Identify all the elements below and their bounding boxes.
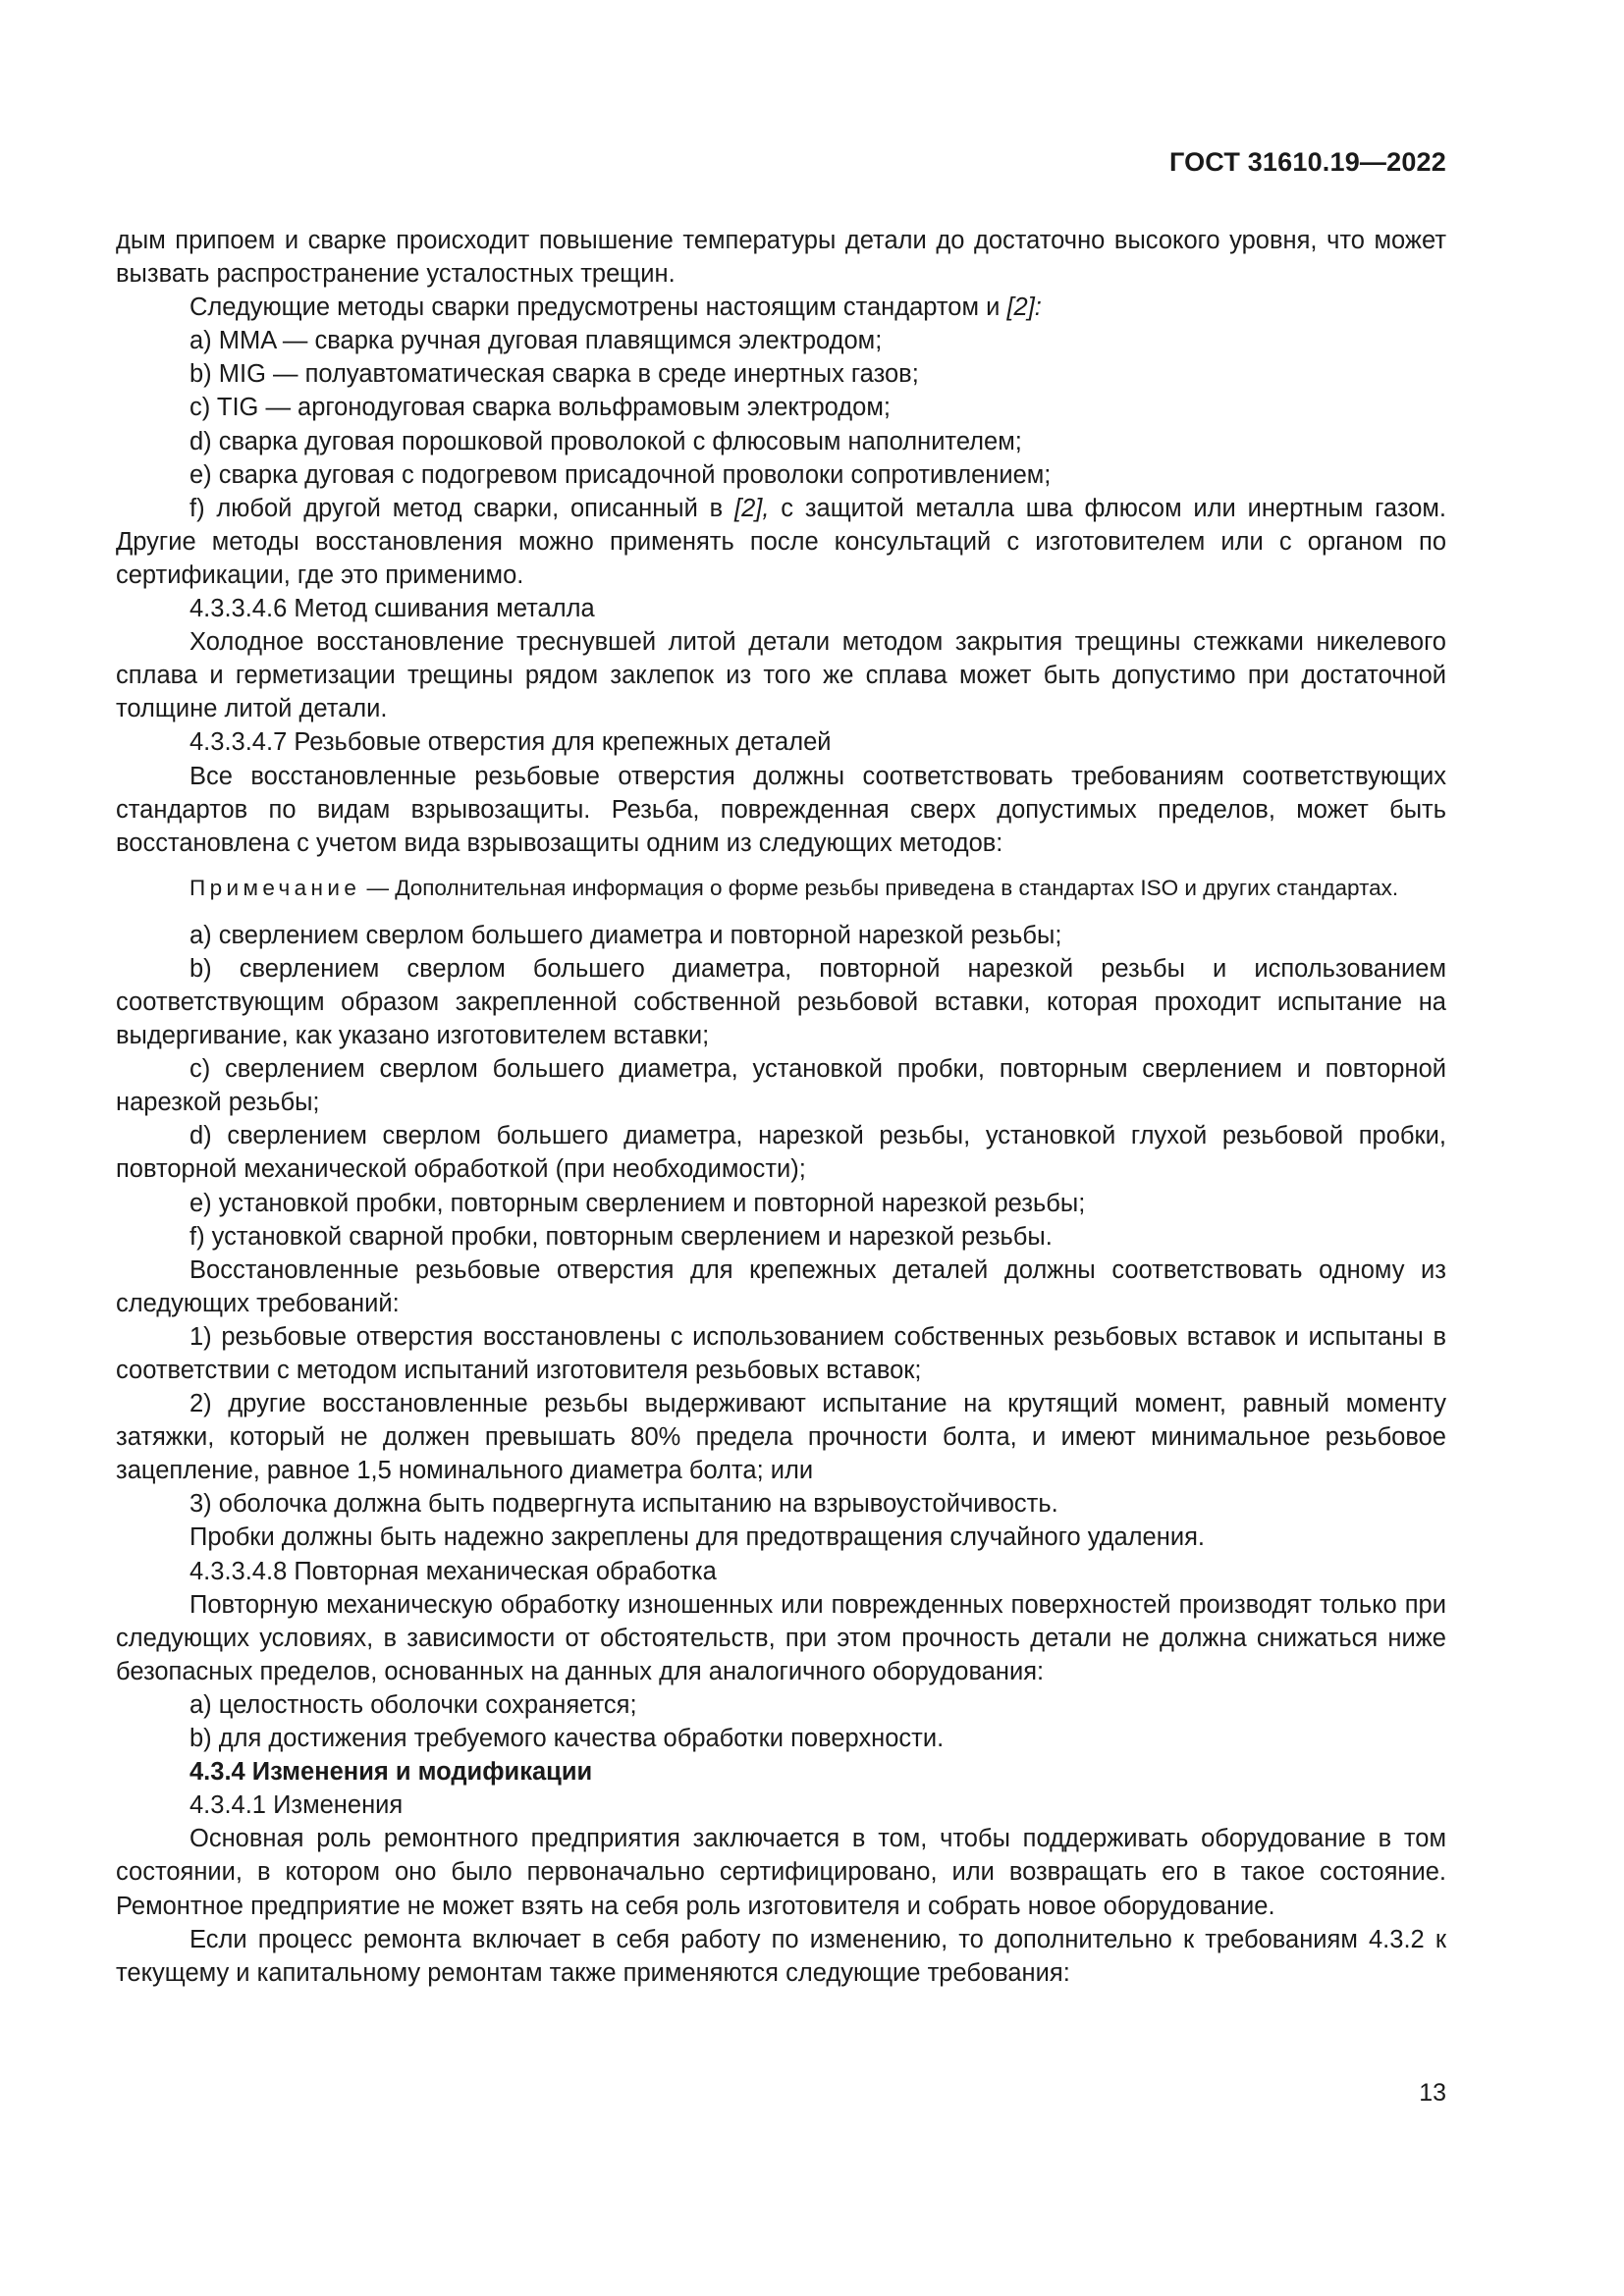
paragraph: Если процесс ремонта включает в себя работу по изменению, то дополнительно к требованиям 4.3.2 к текущему и капитальному ремонтам также применяются следующие требования: [116, 1925, 1446, 1987]
list-item: d) сварка дуговая порошковой проволокой с флюсовым наполнителем; [189, 427, 1022, 455]
list-item: a) целостность оболочки сохраняется; [189, 1690, 637, 1719]
note-label: Примечание [189, 875, 361, 900]
list-item: 3) оболочка должна быть подвергнута испытанию на взрывоустойчивость. [189, 1490, 1058, 1519]
section-heading: 4.3.4.1 Изменения [189, 1791, 404, 1820]
section-heading: 4.3.3.4.6 Метод сшивания металла [189, 595, 595, 623]
paragraph: Все восстановленные резьбовые отверстия должны соответствовать требованиям соответствующих стандартов по видам взрывозащиты. Резьба, поврежденная сверх допустимых пределов, может быть восстановлена с учетом вида взрывозащиты одним из следующих методов: [116, 762, 1446, 857]
section-heading: 4.3.3.4.7 Резьбовые отверстия для крепежных деталей [189, 728, 832, 757]
list-item: d) сверлением сверлом большего диаметра, нарезкой резьбы, установкой глухой резьбовой пробки, повторной механической обработкой (при необходимости); [116, 1122, 1446, 1184]
reference-link: [2]: [1006, 294, 1042, 322]
list-item: e) сварка дуговая с подогревом присадочной проволоки сопротивлением; [189, 460, 1052, 489]
document-header: ГОСТ 31610.19—2022 [1168, 147, 1446, 177]
section-heading-bold: 4.3.4 Изменения и модификации [189, 1758, 593, 1787]
reference-link: [2], [734, 494, 770, 522]
document-body [116, 224, 1446, 1990]
list-item: b) сверлением сверлом большего диаметра, повторной нарезкой резьбы и использованием соответствующим образом закрепленной собственной резьбовой вставки, которая проходит испытание на выдергивание, как указано изготовителем вставки; [116, 954, 1446, 1050]
list-item: b) MIG — полуавтоматическая сварка в среде инертных газов; [189, 360, 919, 389]
note: Примечание — Дополнительная информация о форме резьбы приведена в стандартах ISO и других стандартах. [189, 875, 1399, 900]
paragraph: Повторную механическую обработку изношенных или поврежденных поверхностей производят только при следующих условиях, в зависимости от обстоятельств, при этом прочность детали не должна снижаться ниже безопасных пределов, основанных на данных для аналогичного оборудования: [116, 1590, 1446, 1685]
list-item: a) сверлением сверлом большего диаметра и повторной нарезкой резьбы; [189, 921, 1062, 949]
list-item: 1) резьбовые отверстия восстановлены с использованием собственных резьбовых вставок и испытаны в соответствии с методом испытаний изготовителя резьбовых вставок; [116, 1322, 1446, 1384]
list-item: e) установкой пробки, повторным сверлением и повторной нарезкой резьбы; [189, 1189, 1086, 1217]
paragraph-welding-methods-intro: Следующие методы сварки предусмотрены настоящим стандартом и [2]: [189, 294, 1042, 322]
list-item: a) MMA — сварка ручная дуговая плавящимся электродом; [189, 327, 883, 355]
list-item: f) установкой сварной пробки, повторным сверлением и нарезкой резьбы. [189, 1222, 1053, 1251]
paragraph: Восстановленные резьбовые отверстия для крепежных деталей должны соответствовать одному из следующих требований: [116, 1255, 1446, 1317]
list-item: f) любой другой метод сварки, описанный в [2], с защитой металла шва флюсом или инертным газом. Другие методы восстановления можно применять после консультаций с изготовителем или с органом по сертификации, где это применимо. [116, 494, 1447, 589]
list-item: c) сверлением сверлом большего диаметра, установкой пробки, повторным сверлением и повторной нарезкой резьбы; [116, 1055, 1446, 1117]
list-item: b) для достижения требуемого качества обработки поверхности. [189, 1725, 945, 1753]
list-item: 2) другие восстановленные резьбы выдерживают испытание на крутящий момент, равный моменту затяжки, который не должен превышать 80% предела прочности болта, и имеют минимальное резьбовое зацепление, равное 1,5 номинального диаметра болта; или [116, 1390, 1446, 1485]
page-number: 13 [1419, 2079, 1446, 2107]
paragraph-continuation: дым припоем и сварке происходит повышение температуры детали до достаточно высокого уровня, что может вызвать распространение усталостных трещин. [116, 227, 1446, 289]
paragraph: Пробки должны быть надежно закреплены для предотвращения случайного удаления. [189, 1523, 1205, 1552]
section-heading: 4.3.3.4.8 Повторная механическая обработка [189, 1557, 717, 1585]
paragraph: Основная роль ремонтного предприятия заключается в том, чтобы поддерживать оборудование в том состоянии, в котором оно было первоначально сертифицировано, или возвращать его в такое состояние. Ремонтное предприятие не может взять на себя роль изготовителя и собрать новое оборудование. [116, 1825, 1446, 1920]
list-item: c) TIG — аргонодуговая сварка вольфрамовым электродом; [189, 394, 891, 422]
paragraph: Холодное восстановление треснувшей литой детали методом закрытия трещины стежками никелевого сплава и герметизации трещины рядом заклепок из того же сплава может быть допустимо при достаточной толщине литой детали. [116, 628, 1446, 723]
